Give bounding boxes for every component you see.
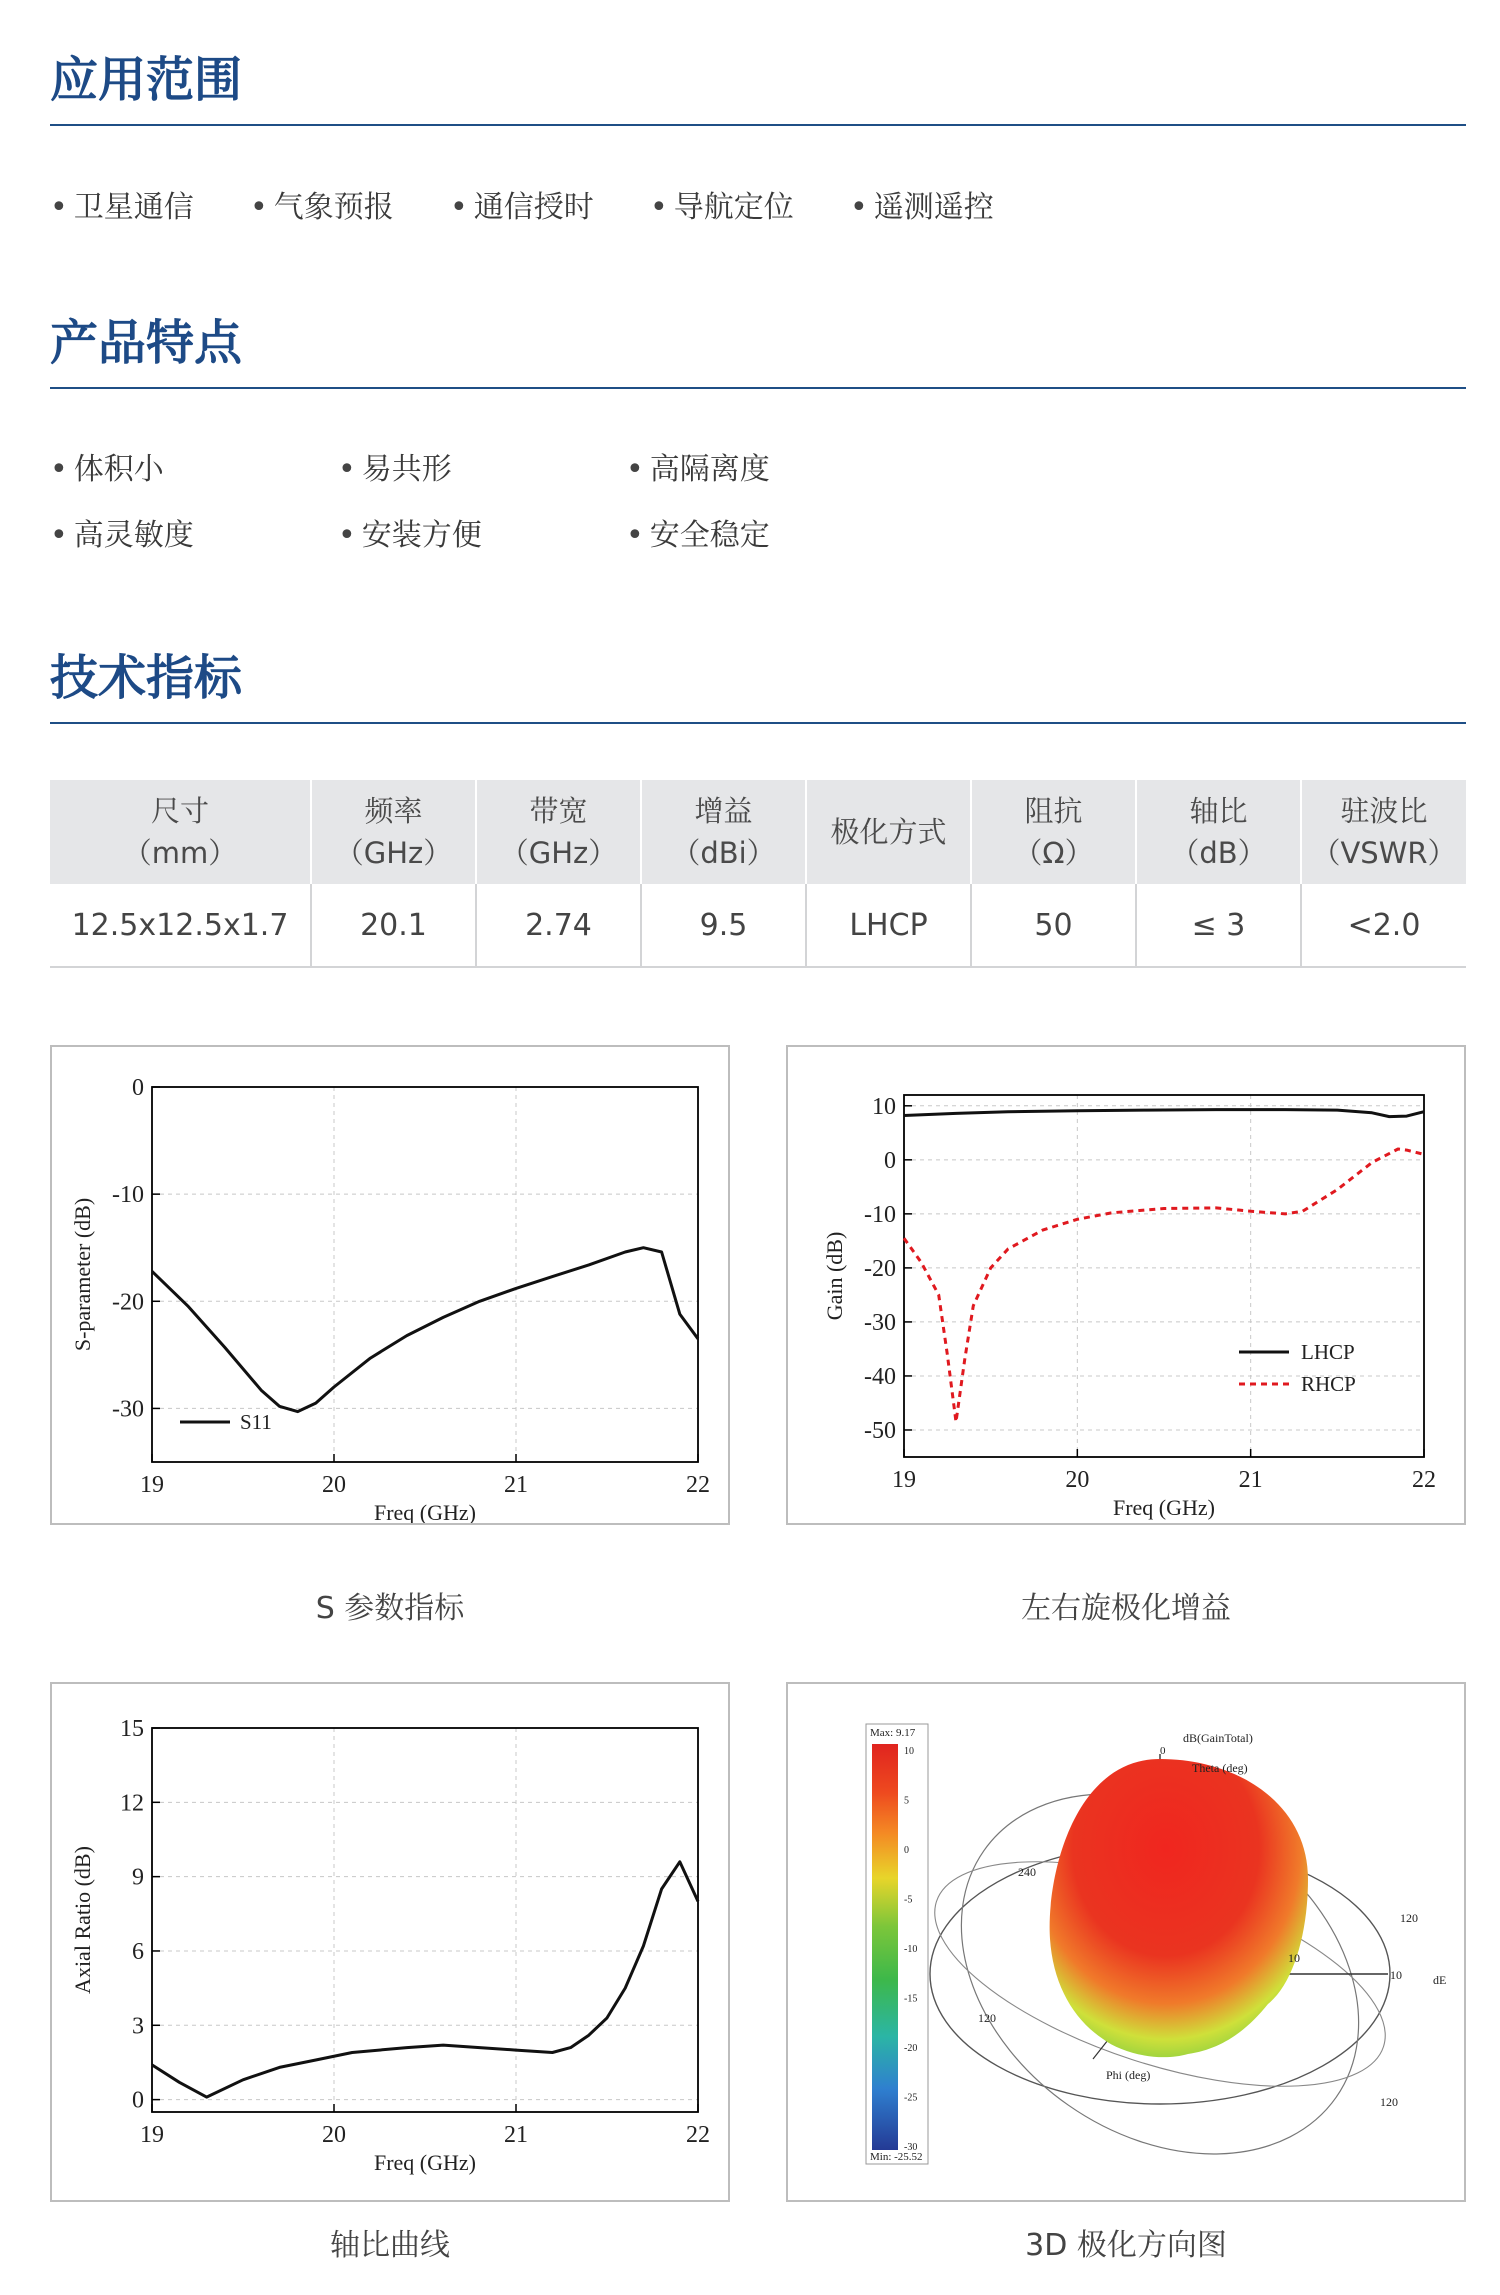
list-item: • 气象预报 <box>250 190 394 225</box>
y-axis-label: Gain (dB) <box>822 1231 847 1321</box>
list-item: • 导航定位 <box>650 190 794 225</box>
list-item: • 安全稳定 <box>626 518 770 553</box>
x-tick-label: 19 <box>140 1472 164 1498</box>
y-tick-label: 3 <box>132 2013 144 2040</box>
list-item: • 遥测遥控 <box>850 190 994 225</box>
y-tick-label: -10 <box>112 1182 144 1209</box>
section-divider <box>50 722 1466 724</box>
colorbar-tick-label: 5 <box>904 1795 909 1807</box>
bullet-icon: • <box>450 190 468 225</box>
x-tick-label: 21 <box>504 2122 528 2148</box>
axis-label: 0 <box>1160 1745 1166 1757</box>
x-tick-label: 20 <box>322 2122 346 2148</box>
gain-label: 10 <box>1390 1968 1402 1982</box>
plot-frame <box>152 1728 698 2112</box>
figure-caption: 3D 极化方向图 <box>1025 2228 1227 2263</box>
y-axis-label: Axial Ratio (dB) <box>70 1846 95 1994</box>
table-cell: 50 <box>971 884 1136 967</box>
table-cell: 12.5x12.5x1.7 <box>50 884 311 967</box>
y-tick-label: -20 <box>864 1255 896 1282</box>
phi-label: Phi (deg) <box>1106 2068 1151 2082</box>
bullet-icon: • <box>338 518 356 553</box>
angle-label: 120 <box>1380 2095 1398 2109</box>
table-cell: 9.5 <box>641 884 806 967</box>
y-tick-label: -30 <box>864 1309 896 1336</box>
table-cell: <2.0 <box>1301 884 1466 967</box>
x-tick-label: 21 <box>504 1472 528 1498</box>
colorbar-tick-label: -5 <box>904 1894 913 1906</box>
table-header-cell: 轴比 （dB） <box>1136 780 1301 884</box>
x-tick-label: 21 <box>1238 1467 1263 1493</box>
colorbar-tick-label: -10 <box>904 1944 918 1955</box>
x-axis-label: Freq (GHz) <box>373 1500 477 1523</box>
bullet-icon: • <box>50 452 68 487</box>
angle-label: 120 <box>978 2011 996 2025</box>
radiation-pattern-balloon <box>1050 1759 1308 2057</box>
list-item: • 易共形 <box>338 452 452 487</box>
x-tick-label: 19 <box>892 1467 916 1493</box>
table-cell: ≤ 3 <box>1136 884 1301 967</box>
table-header-cell: 极化方式 <box>806 780 971 884</box>
table-cell: LHCP <box>806 884 971 967</box>
angle-label: 120 <box>1400 1911 1418 1925</box>
table-header-cell: 频率 （GHz） <box>311 780 476 884</box>
gain-label: 10 <box>1288 1951 1300 1965</box>
axial-ratio-chart <box>52 1684 728 2200</box>
x-axis-label: Freq (GHz) <box>1112 1495 1216 1520</box>
list-item: • 高灵敏度 <box>50 518 194 553</box>
legend-label-rhcp: RHCP <box>1301 1372 1356 1396</box>
bullet-icon: • <box>50 190 68 225</box>
table-header-cell: 增益 （dBi） <box>641 780 806 884</box>
table-header-cell: 阻抗 （Ω） <box>971 780 1136 884</box>
figure-caption: 轴比曲线 <box>330 2228 450 2263</box>
y-tick-label: 0 <box>132 2087 144 2114</box>
x-tick-label: 20 <box>322 1472 346 1498</box>
scale-max-label: Max: 9.17 <box>870 1727 916 1739</box>
section-divider <box>50 124 1466 126</box>
section-divider <box>50 387 1466 389</box>
y-tick-label: -50 <box>864 1417 896 1444</box>
colorbar-tick-label: 0 <box>904 1845 909 1856</box>
table-header-cell: 带宽 （GHz） <box>476 780 641 884</box>
plot-frame <box>152 1087 698 1462</box>
colorbar-tick-label: -15 <box>904 1993 918 2005</box>
pattern-title: dB(GainTotal) <box>1183 1731 1253 1745</box>
x-tick-label: 20 <box>1065 1467 1090 1493</box>
bullet-icon: • <box>626 518 644 553</box>
list-item: • 卫星通信 <box>50 190 194 225</box>
x-tick-label: 22 <box>686 1472 710 1498</box>
section-title-applications: 应用范围 <box>50 52 243 108</box>
spec-table <box>50 780 1466 968</box>
unit-label: dE <box>1433 1973 1447 1987</box>
x-tick-label: 22 <box>1412 1467 1436 1493</box>
x-axis-label: Freq (GHz) <box>373 2150 477 2175</box>
theta-label: Theta (deg) <box>1192 1761 1248 1775</box>
list-item: • 安装方便 <box>338 518 482 553</box>
figure-s-parameter <box>50 1045 730 1525</box>
colorbar-tick-label: 10 <box>904 1746 914 1757</box>
bullet-icon: • <box>338 452 356 487</box>
figure-gain <box>786 1045 1466 1525</box>
3d-pattern-illustration <box>788 1684 1464 2200</box>
bullet-icon: • <box>50 518 68 553</box>
table-cell: 2.74 <box>476 884 641 967</box>
y-tick-label: 10 <box>872 1093 896 1120</box>
legend-label-s11: S11 <box>240 1410 272 1434</box>
angle-label: 240 <box>1018 1865 1036 1879</box>
table-row <box>50 884 1466 967</box>
gain-chart <box>788 1047 1464 1523</box>
s-parameter-chart <box>52 1047 728 1523</box>
x-tick-label: 19 <box>140 2122 164 2148</box>
colorbar-tick-label: -30 <box>904 2142 918 2153</box>
figure-3d-pattern <box>786 1682 1466 2202</box>
y-tick-label: -20 <box>112 1289 144 1316</box>
bullet-icon: • <box>850 190 868 225</box>
y-tick-label: 9 <box>132 1864 144 1891</box>
legend-label-lhcp: LHCP <box>1301 1340 1355 1364</box>
x-tick-label: 22 <box>686 2122 710 2148</box>
y-tick-label: -10 <box>864 1201 896 1228</box>
y-tick-label: 0 <box>884 1147 896 1174</box>
list-item: • 通信授时 <box>450 190 594 225</box>
bullet-icon: • <box>650 190 668 225</box>
table-cell: 20.1 <box>311 884 476 967</box>
colorbar-tick-label: -20 <box>904 2043 918 2054</box>
colorbar-tick-label: -25 <box>904 2092 918 2104</box>
series-line-s11 <box>152 1248 698 1412</box>
table-header-cell: 尺寸 （mm） <box>50 780 311 884</box>
plot-frame <box>904 1095 1424 1457</box>
section-title-features: 产品特点 <box>50 315 243 371</box>
y-tick-label: -40 <box>864 1363 896 1390</box>
y-tick-label: 6 <box>132 1938 144 1965</box>
table-header-row <box>50 780 1466 884</box>
series-line-axial-ratio <box>152 1862 698 2097</box>
section-title-specs: 技术指标 <box>50 650 243 706</box>
bullet-icon: • <box>250 190 268 225</box>
colorbar <box>872 1744 898 2150</box>
figure-axial-ratio <box>50 1682 730 2202</box>
scale-min-label: Min: -25.52 <box>870 2151 923 2163</box>
series-line-lhcp <box>904 1110 1424 1117</box>
bullet-icon: • <box>626 452 644 487</box>
y-tick-label: 12 <box>120 1790 144 1817</box>
y-axis-label: S-parameter (dB) <box>70 1197 95 1352</box>
figure-caption: 左右旋极化增益 <box>1021 1591 1231 1626</box>
list-item: • 体积小 <box>50 452 164 487</box>
figure-caption: S 参数指标 <box>315 1591 465 1626</box>
table-header-cell: 驻波比 （VSWR） <box>1301 780 1466 884</box>
list-item: • 高隔离度 <box>626 452 770 487</box>
y-tick-label: 15 <box>120 1716 144 1742</box>
y-tick-label: 0 <box>132 1075 144 1101</box>
y-tick-label: -30 <box>112 1396 144 1423</box>
